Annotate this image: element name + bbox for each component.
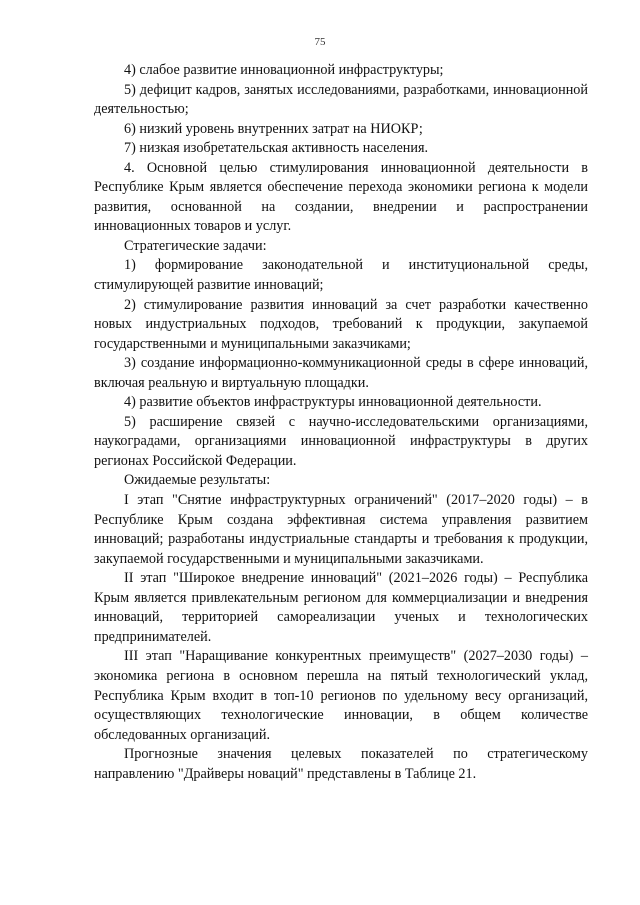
paragraph-task-2: 2) стимулирование развития инноваций за счет разработки качественно новых индустриальных подходов, требований к продукции, закупаемой государственными и муниципальными заказчиками; — [94, 296, 588, 352]
paragraph-task-3: 3) создание информационно-коммуникационной среды в сфере инноваций, включая реальную и виртуальную площадки. — [94, 355, 588, 391]
paragraph-stage-1: I этап "Снятие инфраструктурных ограничений" (2017–2020 годы) – в Республике Крым создана эффективная система управления развитием инноваций; разработаны индустриальные стандарты и требования к продукции, закупаемой государственными и муниципальными заказчиками. — [94, 492, 588, 567]
paragraph-task-4: 4) развитие объектов инфраструктуры инновационной деятельности. — [124, 394, 542, 411]
paragraph-stage-3: III этап "Наращивание конкурентных преимуществ" (2027–2030 годы) – экономика региона в основном перешла на пятый технологический уклад, Республика Крым входит в топ-10 регионов по удельному весу организаций, осуществляющих технологические инновации, в общем количестве обследованных организаций. — [94, 648, 588, 743]
paragraph-low-inventive-activity: 7) низкая изобретательская активность населения. — [124, 140, 429, 157]
paragraph-strategic-tasks-heading: Стратегические задачи: — [124, 237, 267, 254]
paragraph-forecast-values: Прогнозные значения целевых показателей по стратегическому направлению "Драйверы новаций" представлены в Таблице 21. — [94, 746, 588, 782]
paragraph-staff-shortage: 5) дефицит кадров, занятых исследованиями, разработками, инновационной деятельностью; — [94, 81, 588, 118]
page-number: 75 — [314, 36, 326, 48]
paragraph-task-1: 1) формирование законодательной и институциональной среды, стимулирующей развитие инноваций; — [94, 257, 588, 294]
paragraph-low-rnd-costs: 6) низкий уровень внутренних затрат на НИОКР; — [124, 120, 423, 137]
paragraph-weak-infrastructure: 4) слабое развитие инновационной инфраструктуры; — [124, 62, 444, 78]
paragraph-main-goal: 4. Основной целью стимулирования инновационной деятельности в Республике Крым является обеспечение перехода экономики региона к модели развития, основанной на создании, внедрении и распространении инновационных товаров и услуг. — [94, 159, 588, 235]
paragraph-expected-results-heading: Ожидаемые результаты: — [124, 472, 271, 489]
paragraph-stage-2: II этап "Широкое внедрение инноваций" (2021–2026 годы) – Республика Крым является привлекательным регионом для коммерциализации и внедрения инноваций, территорией самореализации ученых и технологических предпринимателей. — [94, 570, 588, 645]
body-text — [94, 61, 588, 784]
paragraph-task-5: 5) расширение связей с научно-исследовательскими организациями, наукоградами, организациями инновационной инфраструктуры в других регионах Российской Федерации. — [94, 413, 588, 469]
